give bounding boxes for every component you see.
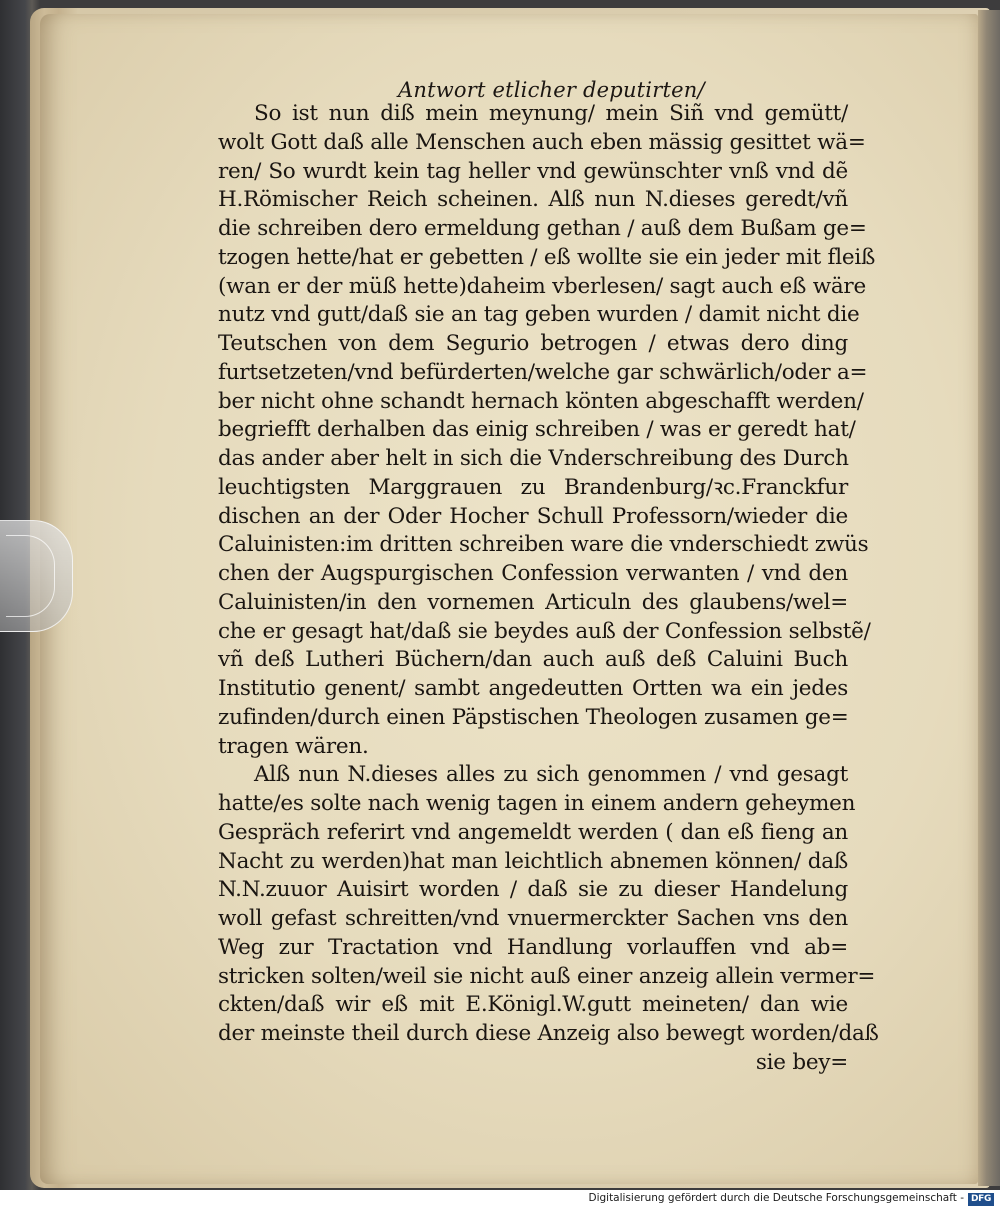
text-line: So ist nun diß mein meynung/ mein Siñ vnd gemütt/	[254, 101, 848, 126]
page-clip-inner	[6, 535, 55, 617]
text-line: furtsetzeten/vnd befürderten/welche gar schwärlich/oder a=	[218, 359, 868, 385]
text-line: Weg zur Tractation vnd Handlung vorlauffen vnd ab=	[218, 934, 848, 960]
footer-bar	[0, 1190, 1000, 1209]
text-line: hatte/es solte nach wenig tagen in einem andern geheymen	[218, 791, 856, 816]
text-line: Gespräch referirt vnd angemeldt werden ( dan eß fieng an	[218, 819, 848, 845]
text-line: ckten/daß wir eß mit E.Königl.W.gutt meineten/ dan wie	[218, 992, 848, 1018]
text-line: wolt Gott daß alle Menschen auch eben mässig gesittet wä=	[218, 129, 866, 155]
text-line: Teutschen von dem Segurio betrogen / etwas dero ding	[218, 331, 848, 356]
text-line: sie bey=	[755, 1049, 848, 1075]
text-line: die schreiben dero ermeldung gethan / auß dem Bußam ge=	[218, 216, 867, 241]
text-line: der meinste theil durch diese Anzeig also bewegt worden/daß	[218, 1021, 879, 1046]
text-line: chen der Augspurgischen Confession verwanten / vnd den	[218, 561, 848, 586]
text-line: nutz vnd gutt/daß sie an tag geben wurden / damit nicht die	[218, 302, 860, 328]
text-line: das ander aber helt in sich die Vnderschreibung des Durch	[218, 446, 849, 471]
body-text	[218, 100, 879, 1078]
text-line: begriefft derhalben das einig schreiben / was er geredt hat/	[218, 417, 856, 443]
text-line: tzogen hette/hat er gebetten / eß wollte sie ein jeder mit fleiß	[218, 244, 876, 270]
text-line: (wan er der müß hette)daheim vberlesen/ sagt auch eß wäre	[218, 273, 866, 299]
funding-credit: Digitalisierung gefördert durch die Deutsche Forschungsgemeinschaft -	[588, 1192, 964, 1204]
text-line: vñ deß Lutheri Büchern/dan auch auß deß Caluini Buch	[218, 647, 848, 673]
text-line: Institutio genent/ sambt angedeutten Ortten wa ein jedes	[218, 676, 848, 701]
text-line: ber nicht ohne schandt hernach könten abgeschafft werden/	[218, 388, 864, 414]
text-line: zufinden/durch einen Päpstischen Theologen zusamen ge=	[218, 704, 849, 730]
text-line: Nacht zu werden)hat man leichtlich abnemen können/ daß	[218, 848, 848, 874]
text-line: H.Römischer Reich scheinen. Alß nun N.dieses geredt/vñ	[218, 187, 848, 213]
text-line: leuchtigsten Marggrauen zu Brandenburg/ꝛc.Franckfur	[218, 474, 848, 500]
book-fore-edge	[978, 10, 1000, 1186]
text-line: tragen wären.	[218, 733, 369, 759]
running-head: Antwort etlicher deputirten/	[398, 78, 705, 102]
text-line: Alß nun N.dieses alles zu sich genommen / vnd gesagt	[254, 762, 848, 788]
text-line: stricken solten/weil sie nicht auß einer anzeig allein vermer=	[218, 963, 876, 989]
text-line: N.N.zuuor Auisirt worden / daß sie zu dieser Handelung	[218, 877, 848, 903]
text-line: Caluinisten:im dritten schreiben ware die vnderschiedt zwüs	[218, 532, 869, 558]
text-line: ren/ So wurdt kein tag heller vnd gewünschter vnß vnd dẽ	[218, 158, 848, 184]
dfg-logo: DFG	[968, 1193, 994, 1206]
text-line: che er gesagt hat/daß sie beydes auß der Confession selbstẽ/	[218, 618, 871, 644]
page-clip	[0, 520, 73, 632]
text-line: Caluinisten/in den vornemen Articuln des glaubens/wel=	[218, 589, 848, 615]
text-line: woll gefast schreitten/vnd vnuermerckter Sachen vns den	[218, 906, 848, 931]
text-line: dischen an der Oder Hocher Schull Professorn/wieder die	[218, 503, 848, 529]
